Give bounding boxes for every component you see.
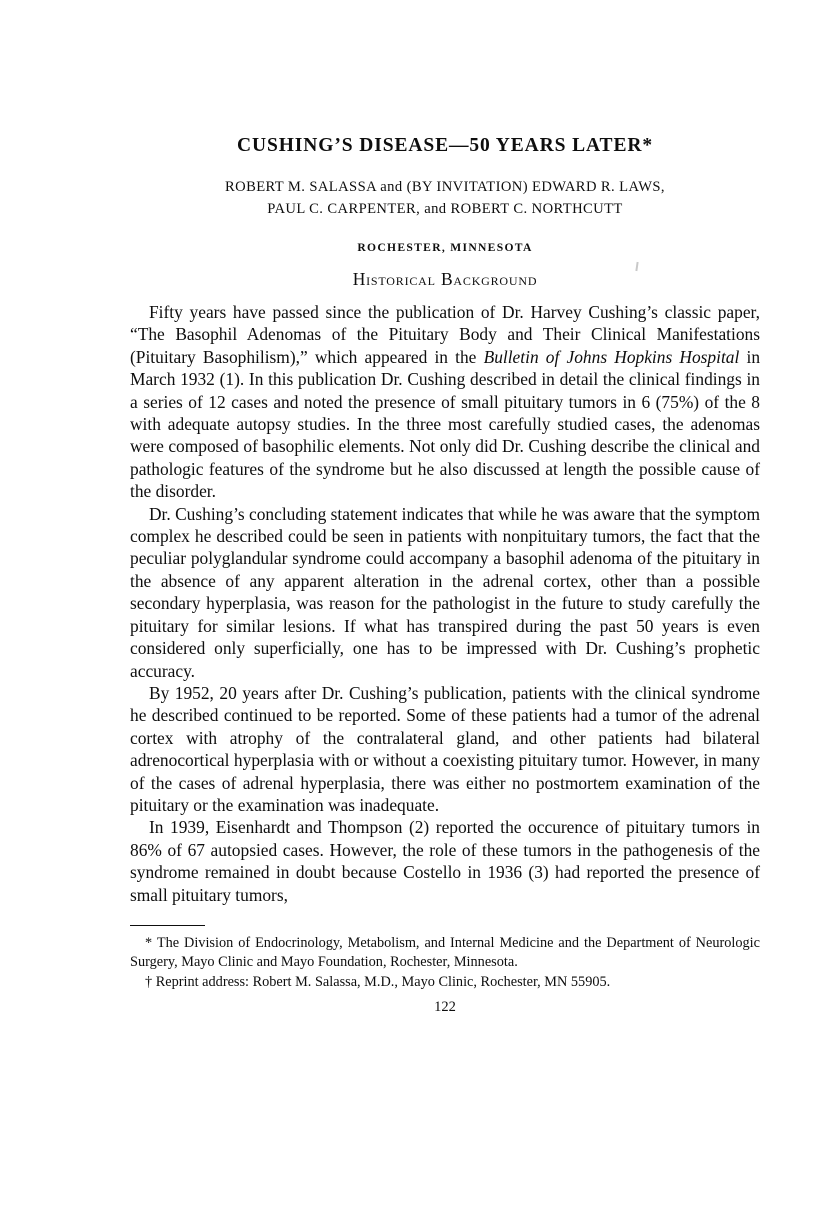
footnotes-block <box>130 934 760 992</box>
authors-location: ROCHESTER, MINNESOTA <box>357 241 533 254</box>
footnote-reprint-address: † Reprint address: Robert M. Salassa, M.D., Mayo Clinic, Rochester, MN 55905. <box>145 973 611 990</box>
authors-line-2: PAUL C. CARPENTER, and ROBERT C. NORTHCUTT <box>267 200 623 217</box>
section-heading: Historical Background <box>352 269 538 289</box>
paragraph-1 <box>130 301 760 503</box>
authors-block <box>130 177 760 220</box>
paragraph-2: Dr. Cushing’s concluding statement indicates that while he was aware that the symptom complex he described could be seen in patients with nonpituitary tumors, the fact that the peculiar polyglandular syndrome could accompany a basophil adenoma of the pituitary in the absence of any apparent alteration in the adrenal cortex, other than a possible secondary hyperplasia, was reason for the pathologist in the future to study carefully the pituitary for similar lesions. If what has transpired during the past 50 years is even considered only superficially, one has to be impressed with Dr. Cushing’s prophetic accuracy. <box>130 503 760 681</box>
journal-name-italic: Bulletin of Johns Hopkins Hospital <box>483 346 740 367</box>
page-number: 122 <box>434 999 456 1016</box>
paragraph-4: In 1939, Eisenhardt and Thompson (2) reported the occurence of pituitary tumors in 86% of 67 autopsied cases. However, the role of these tumors in the pathogenesis of the syndrome remained in doubt because Costello in 1936 (3) had reported the presence of small pituitary tumors, <box>130 817 760 905</box>
authors-line-1: ROBERT M. SALASSA and (BY INVITATION) EDWARD R. LAWS, <box>225 179 665 195</box>
paragraph-1-pre-italic: Fifty years have passed since the publication of Dr. Harvey Cushing’s classic paper, “The Basophil Adenomas of the Pituitary Body and Their Clinical Manifestations (Pituitary Basophilism),” which appeared in the <box>130 302 760 367</box>
paper-title: CUSHING’S DISEASE—50 YEARS LATER* <box>237 135 653 156</box>
paragraph-1-post-italic: in March 1932 (1). In this publication Dr. Cushing described in detail the clinical findings in a series of 12 cases and noted the presence of small pituitary tumors in 6 (75%) of the 8 with adequate autopsy studies. In the three most carefully studied cases, the adenomas were composed of basophilic elements. Not only did Dr. Cushing describe the clinical and pathologic features of the syndrome but he also discussed at length the possible cause of the disorder. <box>130 346 761 502</box>
footnote-affiliation: * The Division of Endocrinology, Metabolism, and Internal Medicine and the Department of Neurologic Surgery, Mayo Clinic and Mayo Foundation, Rochester, Minnesota. <box>130 934 760 971</box>
footnote-divider-rule <box>130 925 205 926</box>
article-body <box>130 301 760 906</box>
paragraph-3: By 1952, 20 years after Dr. Cushing’s publication, patients with the clinical syndrome he described continued to be reported. Some of these patients had a tumor of the adrenal cortex with atrophy of the contralateral gland, and other patients had bilateral adrenocortical hyperplasia with or without a coexisting pituitary tumor. However, in many of the cases of adrenal hyperplasia, there was either no postmortem examination of the pituitary or the examination was inadequate. <box>130 682 760 815</box>
page-content <box>130 130 760 1016</box>
